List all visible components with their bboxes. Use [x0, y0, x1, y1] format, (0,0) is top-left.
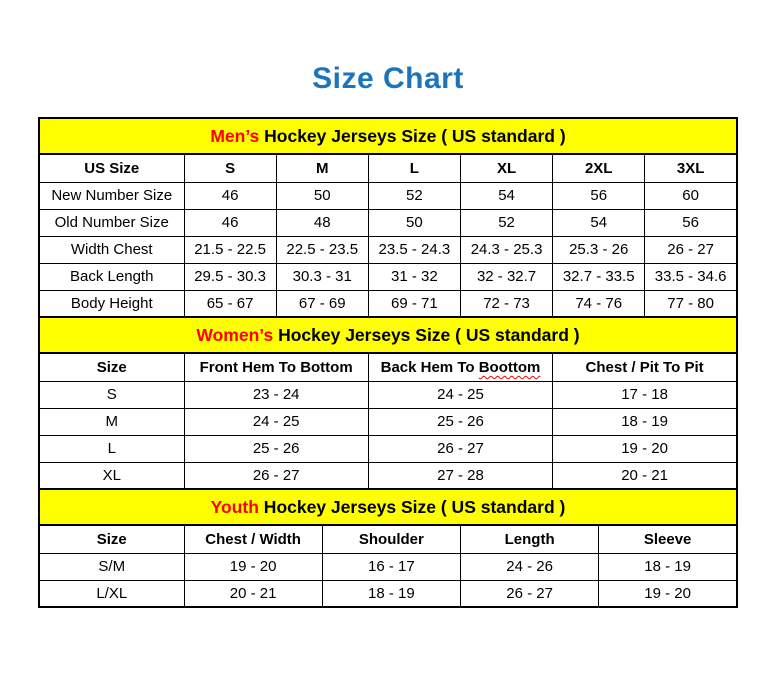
page-title: Size Chart	[312, 62, 464, 95]
womens-section-header-row	[39, 317, 737, 353]
cell: 52	[460, 209, 552, 236]
table-row	[39, 580, 737, 607]
column-header: Size	[39, 353, 184, 381]
table-row	[39, 553, 737, 580]
row-label: Width Chest	[39, 236, 184, 263]
table-row	[39, 236, 737, 263]
column-header: 2XL	[553, 154, 645, 182]
cell: 24 - 25	[184, 408, 368, 435]
row-label: XL	[39, 462, 184, 489]
cell: 50	[368, 209, 460, 236]
cell: 25 - 26	[368, 408, 552, 435]
table-row	[39, 408, 737, 435]
cell: 67 - 69	[276, 290, 368, 317]
cell: 22.5 - 23.5	[276, 236, 368, 263]
column-header: Sleeve	[599, 525, 737, 553]
cell: 24 - 26	[461, 553, 599, 580]
cell: 32.7 - 33.5	[553, 263, 645, 290]
cell: 24 - 25	[368, 381, 552, 408]
cell: 31 - 32	[368, 263, 460, 290]
table-row	[39, 462, 737, 489]
column-header	[368, 353, 552, 381]
youth-heading-rest: Hockey Jerseys Size ( US standard )	[258, 496, 566, 517]
cell: 65 - 67	[184, 290, 276, 317]
misspelled-word-spellcheck: Boottom	[478, 358, 541, 376]
cell: 54	[460, 182, 552, 209]
cell: 23.5 - 24.3	[368, 236, 460, 263]
cell: 72 - 73	[460, 290, 552, 317]
column-header: XL	[460, 154, 552, 182]
mens-heading-highlight: Men’s	[210, 125, 260, 146]
cell: 20 - 21	[553, 462, 737, 489]
column-header: M	[276, 154, 368, 182]
cell: 48	[276, 209, 368, 236]
row-label: New Number Size	[39, 182, 184, 209]
size-tables-container	[38, 117, 738, 608]
cell: 18 - 19	[553, 408, 737, 435]
mens-section-header-row	[39, 118, 737, 154]
cell: 23 - 24	[184, 381, 368, 408]
table-row	[39, 290, 737, 317]
column-header: L	[368, 154, 460, 182]
cell: 32 - 32.7	[460, 263, 552, 290]
cell: 24.3 - 25.3	[460, 236, 552, 263]
mens-size-table	[38, 117, 738, 318]
row-label: Old Number Size	[39, 209, 184, 236]
cell: 52	[368, 182, 460, 209]
cell: 19 - 20	[553, 435, 737, 462]
cell: 29.5 - 30.3	[184, 263, 276, 290]
column-header: Size	[39, 525, 184, 553]
row-label: L/XL	[39, 580, 184, 607]
cell: 60	[645, 182, 737, 209]
cell: 27 - 28	[368, 462, 552, 489]
youth-section-header-row	[39, 489, 737, 525]
cell: 25.3 - 26	[553, 236, 645, 263]
cell: 19 - 20	[599, 580, 737, 607]
cell: 50	[276, 182, 368, 209]
youth-section-heading	[39, 489, 737, 525]
cell: 26 - 27	[645, 236, 737, 263]
mens-section-heading	[39, 118, 737, 154]
cell: 18 - 19	[599, 553, 737, 580]
cell: 56	[553, 182, 645, 209]
youth-columns-row	[39, 525, 737, 553]
column-header: Shoulder	[322, 525, 460, 553]
column-header: 3XL	[645, 154, 737, 182]
cell: 54	[553, 209, 645, 236]
table-row	[39, 381, 737, 408]
column-header: Chest / Pit To Pit	[553, 353, 737, 381]
cell: 26 - 27	[461, 580, 599, 607]
womens-heading-rest: Hockey Jerseys Size ( US standard )	[273, 324, 580, 345]
cell: 26 - 27	[368, 435, 552, 462]
cell: 26 - 27	[184, 462, 368, 489]
column-header: Chest / Width	[184, 525, 322, 553]
column-header: US Size	[39, 154, 184, 182]
youth-heading-highlight: Youth	[210, 496, 259, 517]
cell: 77 - 80	[645, 290, 737, 317]
table-row	[39, 209, 737, 236]
row-label: S/M	[39, 553, 184, 580]
row-label: L	[39, 435, 184, 462]
cell: 20 - 21	[184, 580, 322, 607]
youth-size-table	[38, 488, 738, 608]
cell: 46	[184, 182, 276, 209]
cell: 56	[645, 209, 737, 236]
cell: 46	[184, 209, 276, 236]
cell: 19 - 20	[184, 553, 322, 580]
cell: 25 - 26	[184, 435, 368, 462]
womens-size-table	[38, 316, 738, 490]
row-label: M	[39, 408, 184, 435]
mens-columns-row	[39, 154, 737, 182]
table-row	[39, 263, 737, 290]
column-header: Length	[461, 525, 599, 553]
womens-columns-row	[39, 353, 737, 381]
table-row	[39, 182, 737, 209]
cell: 16 - 17	[322, 553, 460, 580]
cell: 17 - 18	[553, 381, 737, 408]
mens-heading-rest: Hockey Jerseys Size ( US standard )	[259, 125, 566, 146]
cell: 74 - 76	[553, 290, 645, 317]
cell: 21.5 - 22.5	[184, 236, 276, 263]
row-label: S	[39, 381, 184, 408]
cell: 30.3 - 31	[276, 263, 368, 290]
column-header: Front Hem To Bottom	[184, 353, 368, 381]
column-header: S	[184, 154, 276, 182]
table-row	[39, 435, 737, 462]
row-label: Back Length	[39, 263, 184, 290]
womens-heading-highlight: Women’s	[196, 324, 274, 345]
cell: 33.5 - 34.6	[645, 263, 737, 290]
misspelled-column-prefix: Back Hem To	[380, 358, 479, 376]
cell: 18 - 19	[322, 580, 460, 607]
womens-section-heading	[39, 317, 737, 353]
row-label: Body Height	[39, 290, 184, 317]
cell: 69 - 71	[368, 290, 460, 317]
